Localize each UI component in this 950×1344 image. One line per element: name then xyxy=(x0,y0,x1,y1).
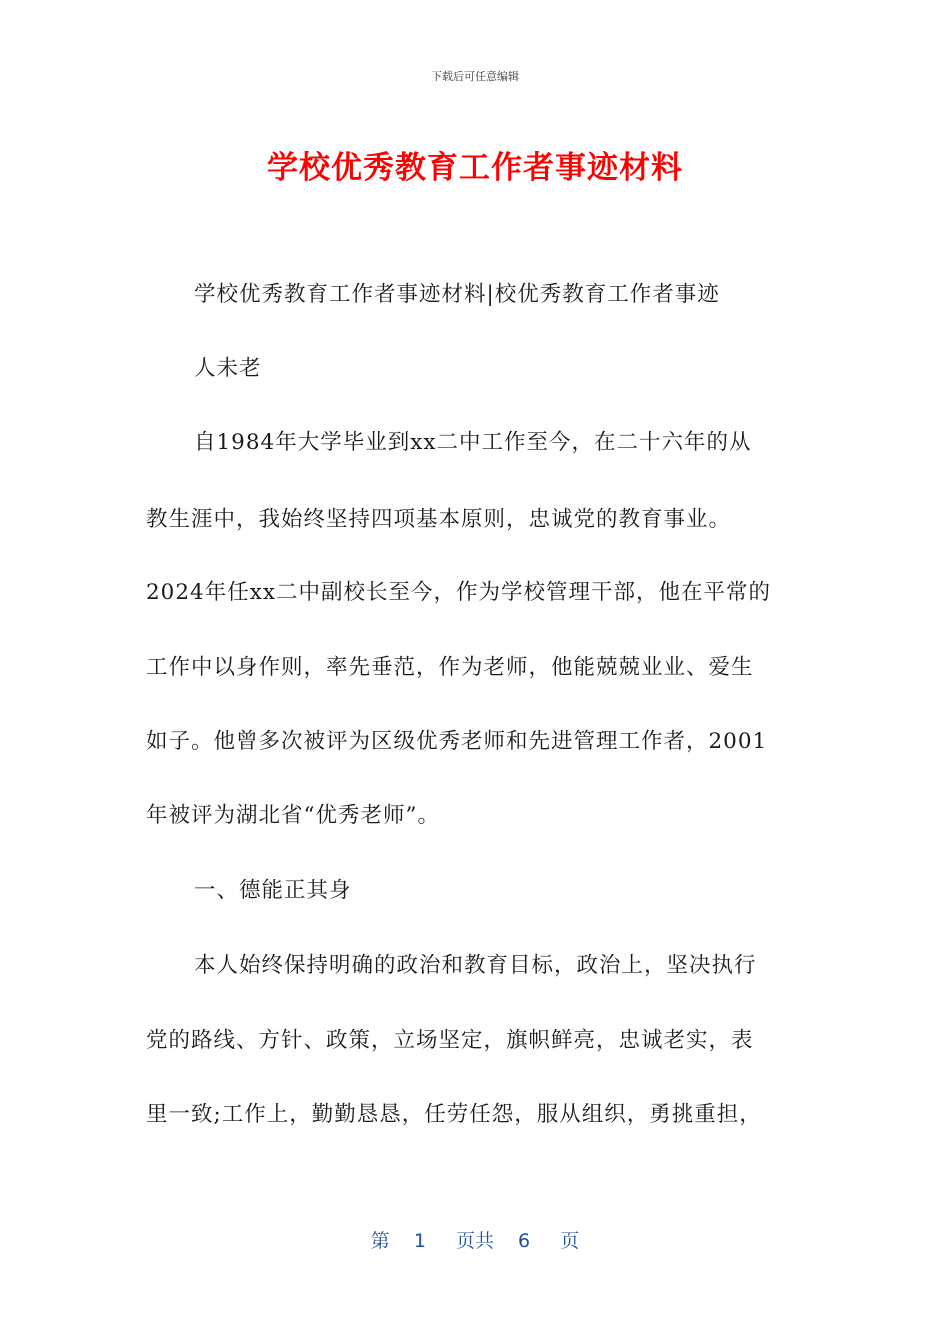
footer-mid: 页共 xyxy=(455,1230,494,1252)
paragraph-line: 里一致;工作上，勤勤恳恳，任劳任怨，服从组织，勇挑重担， xyxy=(146,1102,762,1127)
header-note: 下载后可任意编辑 xyxy=(431,70,519,83)
paragraph-line: 如子。他曾多次被评为区级优秀老师和先进管理工作者，2001 xyxy=(146,729,768,754)
paragraph-line: 教生涯中，我始终坚持四项基本原则，忠诚党的教育事业。 xyxy=(146,507,732,532)
paragraph-line: 本人始终保持明确的政治和教育目标，政治上，坚决执行 xyxy=(194,953,757,978)
section-heading: 一、德能正其身 xyxy=(194,878,352,903)
paragraph-line: 人未老 xyxy=(194,356,262,381)
footer-prefix: 第 xyxy=(370,1230,390,1252)
footer-suffix: 页 xyxy=(560,1230,580,1252)
footer-total-pages: 6 xyxy=(518,1230,531,1252)
paragraph-line: 2024年任xx二中副校长至今，作为学校管理干部，他在平常的 xyxy=(146,580,771,605)
paragraph-line: 学校优秀教育工作者事迹材料|校优秀教育工作者事迹 xyxy=(194,282,720,307)
paragraph-line: 自1984年大学毕业到xx二中工作至今，在二十六年的从 xyxy=(194,430,752,455)
paragraph-line: 工作中以身作则，率先垂范，作为老师，他能兢兢业业、爱生 xyxy=(146,655,754,680)
page-footer xyxy=(0,1226,950,1253)
footer-current-page: 1 xyxy=(413,1230,426,1252)
paragraph-line: 党的路线、方针、政策，立场坚定，旗帜鲜亮，忠诚老实，表 xyxy=(146,1028,754,1053)
paragraph-line: 年被评为湖北省“优秀老师”。 xyxy=(146,803,440,828)
document-title: 学校优秀教育工作者事迹材料 xyxy=(267,150,683,186)
